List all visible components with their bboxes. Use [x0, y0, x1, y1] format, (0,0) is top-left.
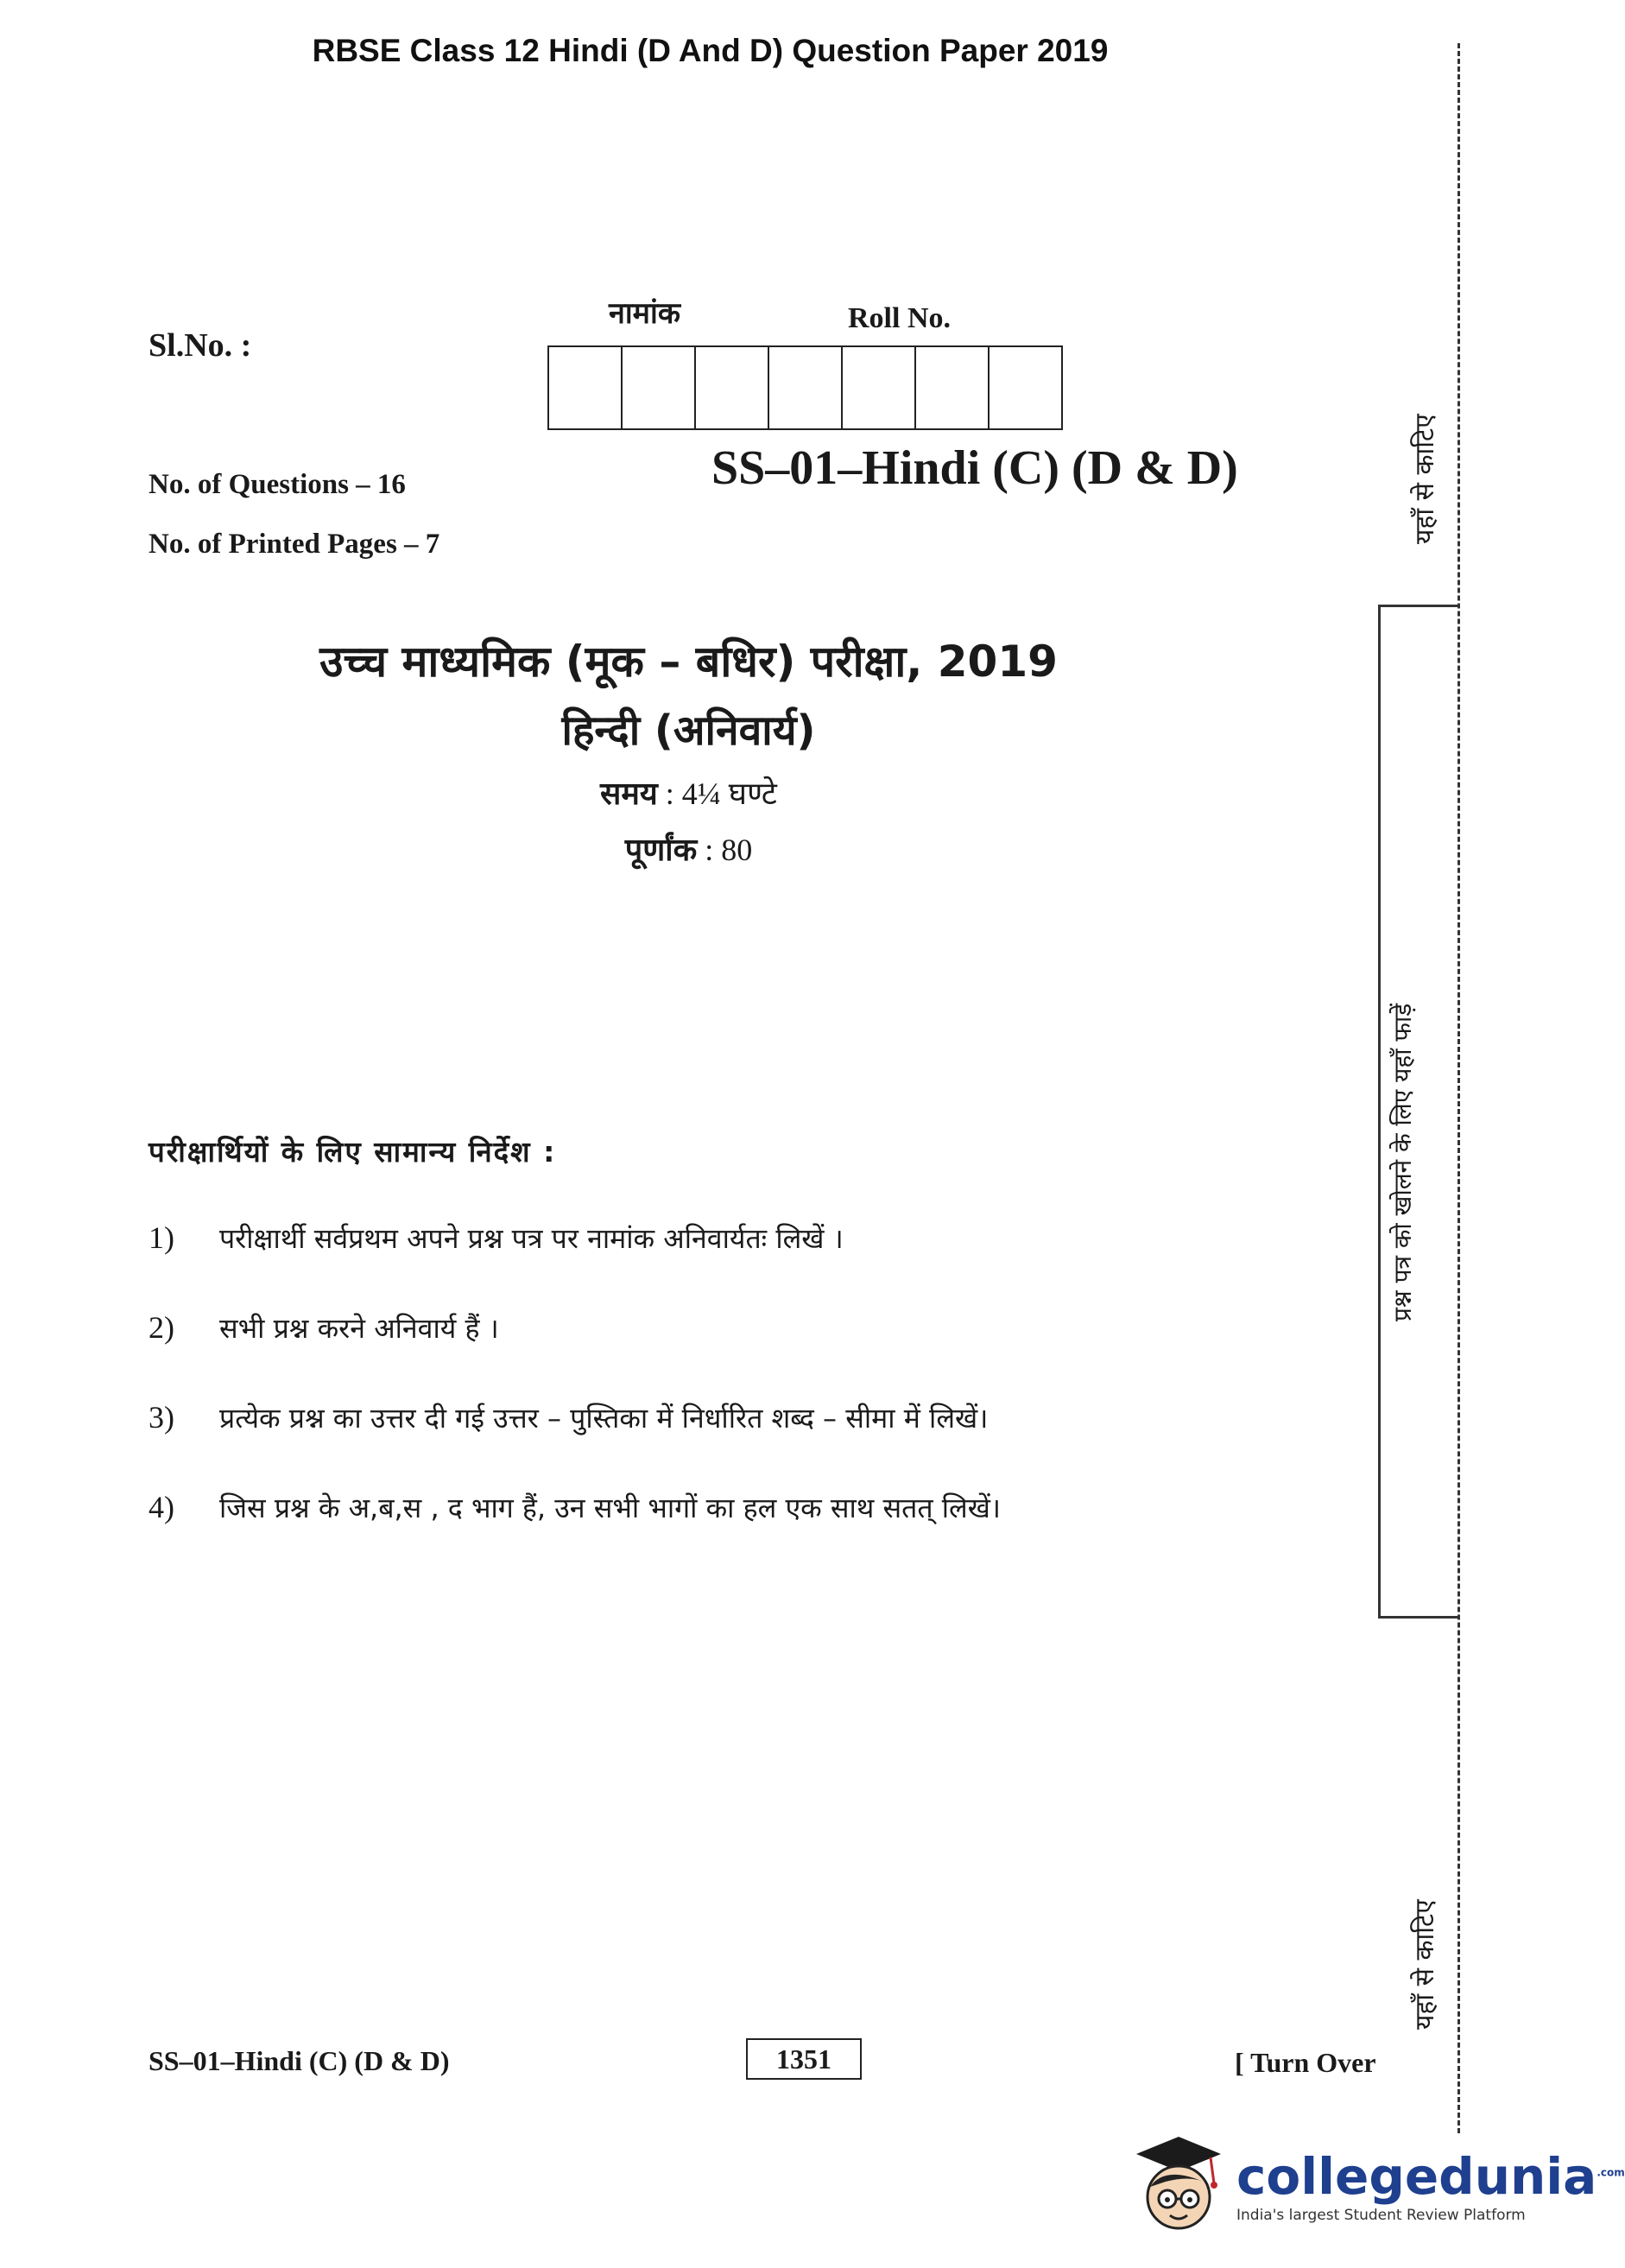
namank-label: नामांक: [609, 296, 680, 331]
roll-number-boxes: [547, 345, 1063, 430]
roll-box: [769, 347, 843, 428]
turn-over-label: [ Turn Over: [1235, 2047, 1376, 2078]
logo-text: [1236, 2146, 1625, 2224]
roll-box: [623, 347, 696, 428]
logo-wordmark: [1236, 2146, 1625, 2206]
time-value: : 4¼ घण्टे: [665, 776, 777, 811]
time-label: समय: [600, 776, 658, 812]
instruction-item: [149, 1220, 844, 1257]
instruction-number: 2): [149, 1310, 174, 1345]
roll-box: [549, 347, 623, 428]
instruction-text: प्रत्येक प्रश्न का उत्तर दी गई उत्तर – पुस्तिका में निर्धारित शब्द – सीमा में लिखें।: [219, 1402, 989, 1435]
subject-title: हिन्दी (अनिवार्य): [561, 706, 816, 755]
roll-box: [990, 347, 1061, 428]
roll-box: [696, 347, 769, 428]
collegedunia-logo: [1131, 2133, 1625, 2241]
logo-tagline: India's largest Student Review Platform: [1236, 2206, 1526, 2224]
exam-title: उच्च माध्यमिक (मूक – बधिर) परीक्षा, 2019: [319, 637, 1058, 687]
number-of-pages: No. of Printed Pages – 7: [149, 529, 440, 560]
marks-line: [0, 827, 1541, 870]
instruction-text: जिस प्रश्न के अ,ब,स , द भाग हैं, उन सभी भागों का हल एक साथ सतत् लिखें।: [219, 1492, 1002, 1524]
instruction-text: परीक्षार्थी सर्वप्रथम अपने प्रश्न पत्र पर नामांक अनिवार्यतः लिखें ।: [219, 1222, 844, 1255]
cut-here-top-text: यहाँ से काटिए: [1410, 414, 1440, 544]
tear-here-text: प्रश्न पत्र को खोलने के लिए यहाँ फाड़ें: [1388, 1003, 1417, 1321]
sl-no-label: Sl.No. :: [149, 327, 252, 364]
page-header: RBSE Class 12 Hindi (D And D) Question Paper 2019: [312, 33, 1109, 68]
mascot-icon: [1131, 2133, 1226, 2241]
roll-box: [916, 347, 990, 428]
instruction-number: 4): [149, 1490, 174, 1524]
roll-no-label: Roll No.: [848, 302, 951, 334]
marks-label: पूर्णांक: [624, 833, 698, 868]
instruction-number: 3): [149, 1400, 174, 1435]
logo-name: collegedunia: [1236, 2146, 1597, 2206]
page-number-box: 1351: [746, 2038, 862, 2080]
paper-code: SS–01–Hindi (C) (D & D): [711, 441, 1238, 495]
number-of-questions: No. of Questions – 16: [149, 469, 406, 500]
marks-value: : 80: [705, 833, 753, 867]
time-line: [0, 771, 1541, 814]
instruction-item: [149, 1489, 1001, 1526]
footer-paper-code: SS–01–Hindi (C) (D & D): [149, 2045, 450, 2076]
instruction-text: सभी प्रश्न करने अनिवार्य हैं ।: [219, 1312, 499, 1345]
cut-here-bottom-text: यहाँ से काटिए: [1410, 1899, 1440, 2030]
instruction-number: 1): [149, 1220, 174, 1255]
roll-box: [843, 347, 916, 428]
instruction-item: [149, 1399, 988, 1436]
instructions-title: परीक्षार्थियों के लिए सामान्य निर्देश :: [149, 1135, 557, 1169]
logo-suffix: .com: [1597, 2166, 1625, 2179]
instruction-item: [149, 1309, 499, 1346]
